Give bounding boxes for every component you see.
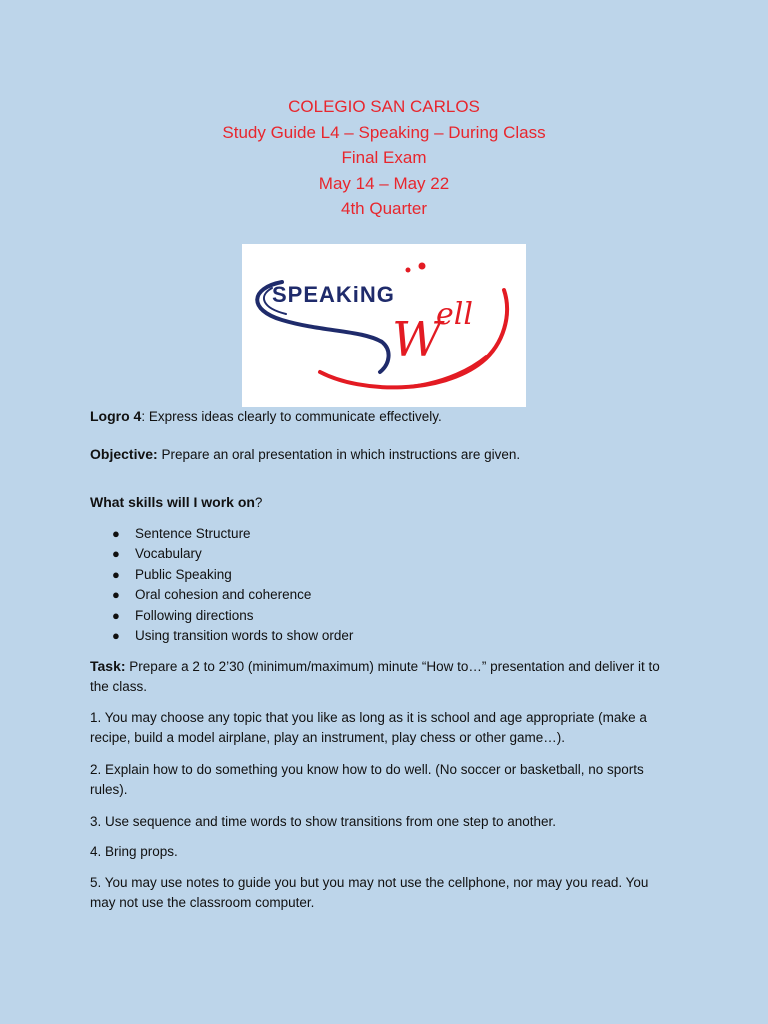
logo-dot-icon (419, 263, 426, 270)
list-item: ● Oral cohesion and coherence (90, 585, 353, 605)
task-text: Prepare a 2 to 2’30 (minimum/maximum) minute “How to…” presentation and deliver it to the class. (90, 659, 660, 694)
bullet-icon: ● (112, 587, 120, 603)
instruction-4: 4. Bring props. (90, 844, 178, 859)
objective-paragraph (90, 444, 520, 465)
logo-initial-w: W (392, 312, 442, 368)
bullet-icon: ● (112, 526, 120, 541)
skills-list (90, 524, 353, 646)
list-item: ● Following directions (90, 606, 353, 626)
objective-text: Prepare an oral presentation in which instructions are given. (157, 447, 521, 462)
logro-label: Logro 4 (90, 408, 142, 424)
list-item: ● Vocabulary (90, 544, 353, 564)
instruction-5: 5. You may use notes to guide you but you may not use the cellphone, nor may you read. You may not use the classroom computer. (90, 875, 649, 910)
skills-label: What skills will I work on (90, 494, 255, 510)
speaking-well-logo (242, 244, 526, 407)
document-header (0, 94, 768, 222)
instruction-3: 3. Use sequence and time words to show transitions from one step to another. (90, 814, 557, 829)
bullet-icon: ● (112, 546, 120, 562)
skills-suffix: ? (254, 495, 263, 510)
school-name: COLEGIO SAN CARLOS (288, 97, 480, 116)
list-item: ● Sentence Structure (90, 524, 353, 544)
quarter-label: 4th Quarter (341, 199, 427, 218)
bullet-icon: ● (112, 628, 120, 644)
logro-text: : Express ideas clearly to communicate effectively. (141, 409, 442, 424)
list-item: ● Using transition words to show order (90, 626, 353, 646)
task-paragraph (90, 656, 675, 697)
skills-heading (90, 492, 262, 513)
exam-dates: May 14 – May 22 (318, 173, 450, 193)
guide-title: Study Guide L4 – Speaking – During Class (222, 122, 546, 142)
instruction-2: 2. Explain how to do something you know how to do well. (No soccer or basketball, no sports rules). (90, 762, 644, 797)
list-item: ● Public Speaking (90, 565, 353, 585)
logo-word-ell: ell (436, 297, 473, 332)
logo-word-speaking: SPEAKiNG (272, 282, 395, 307)
exam-title: Final Exam (341, 148, 427, 167)
bullet-icon: ● (112, 607, 120, 623)
logro-paragraph (90, 406, 442, 427)
instruction-1: 1. You may choose any topic that you like as long as it is school and age appropriate (make a recipe, build a model airplane, play an instrument, play chess or other game…). (90, 710, 647, 745)
task-label: Task: (90, 658, 126, 674)
objective-label: Objective: (90, 446, 158, 462)
bullet-icon: ● (112, 566, 120, 582)
